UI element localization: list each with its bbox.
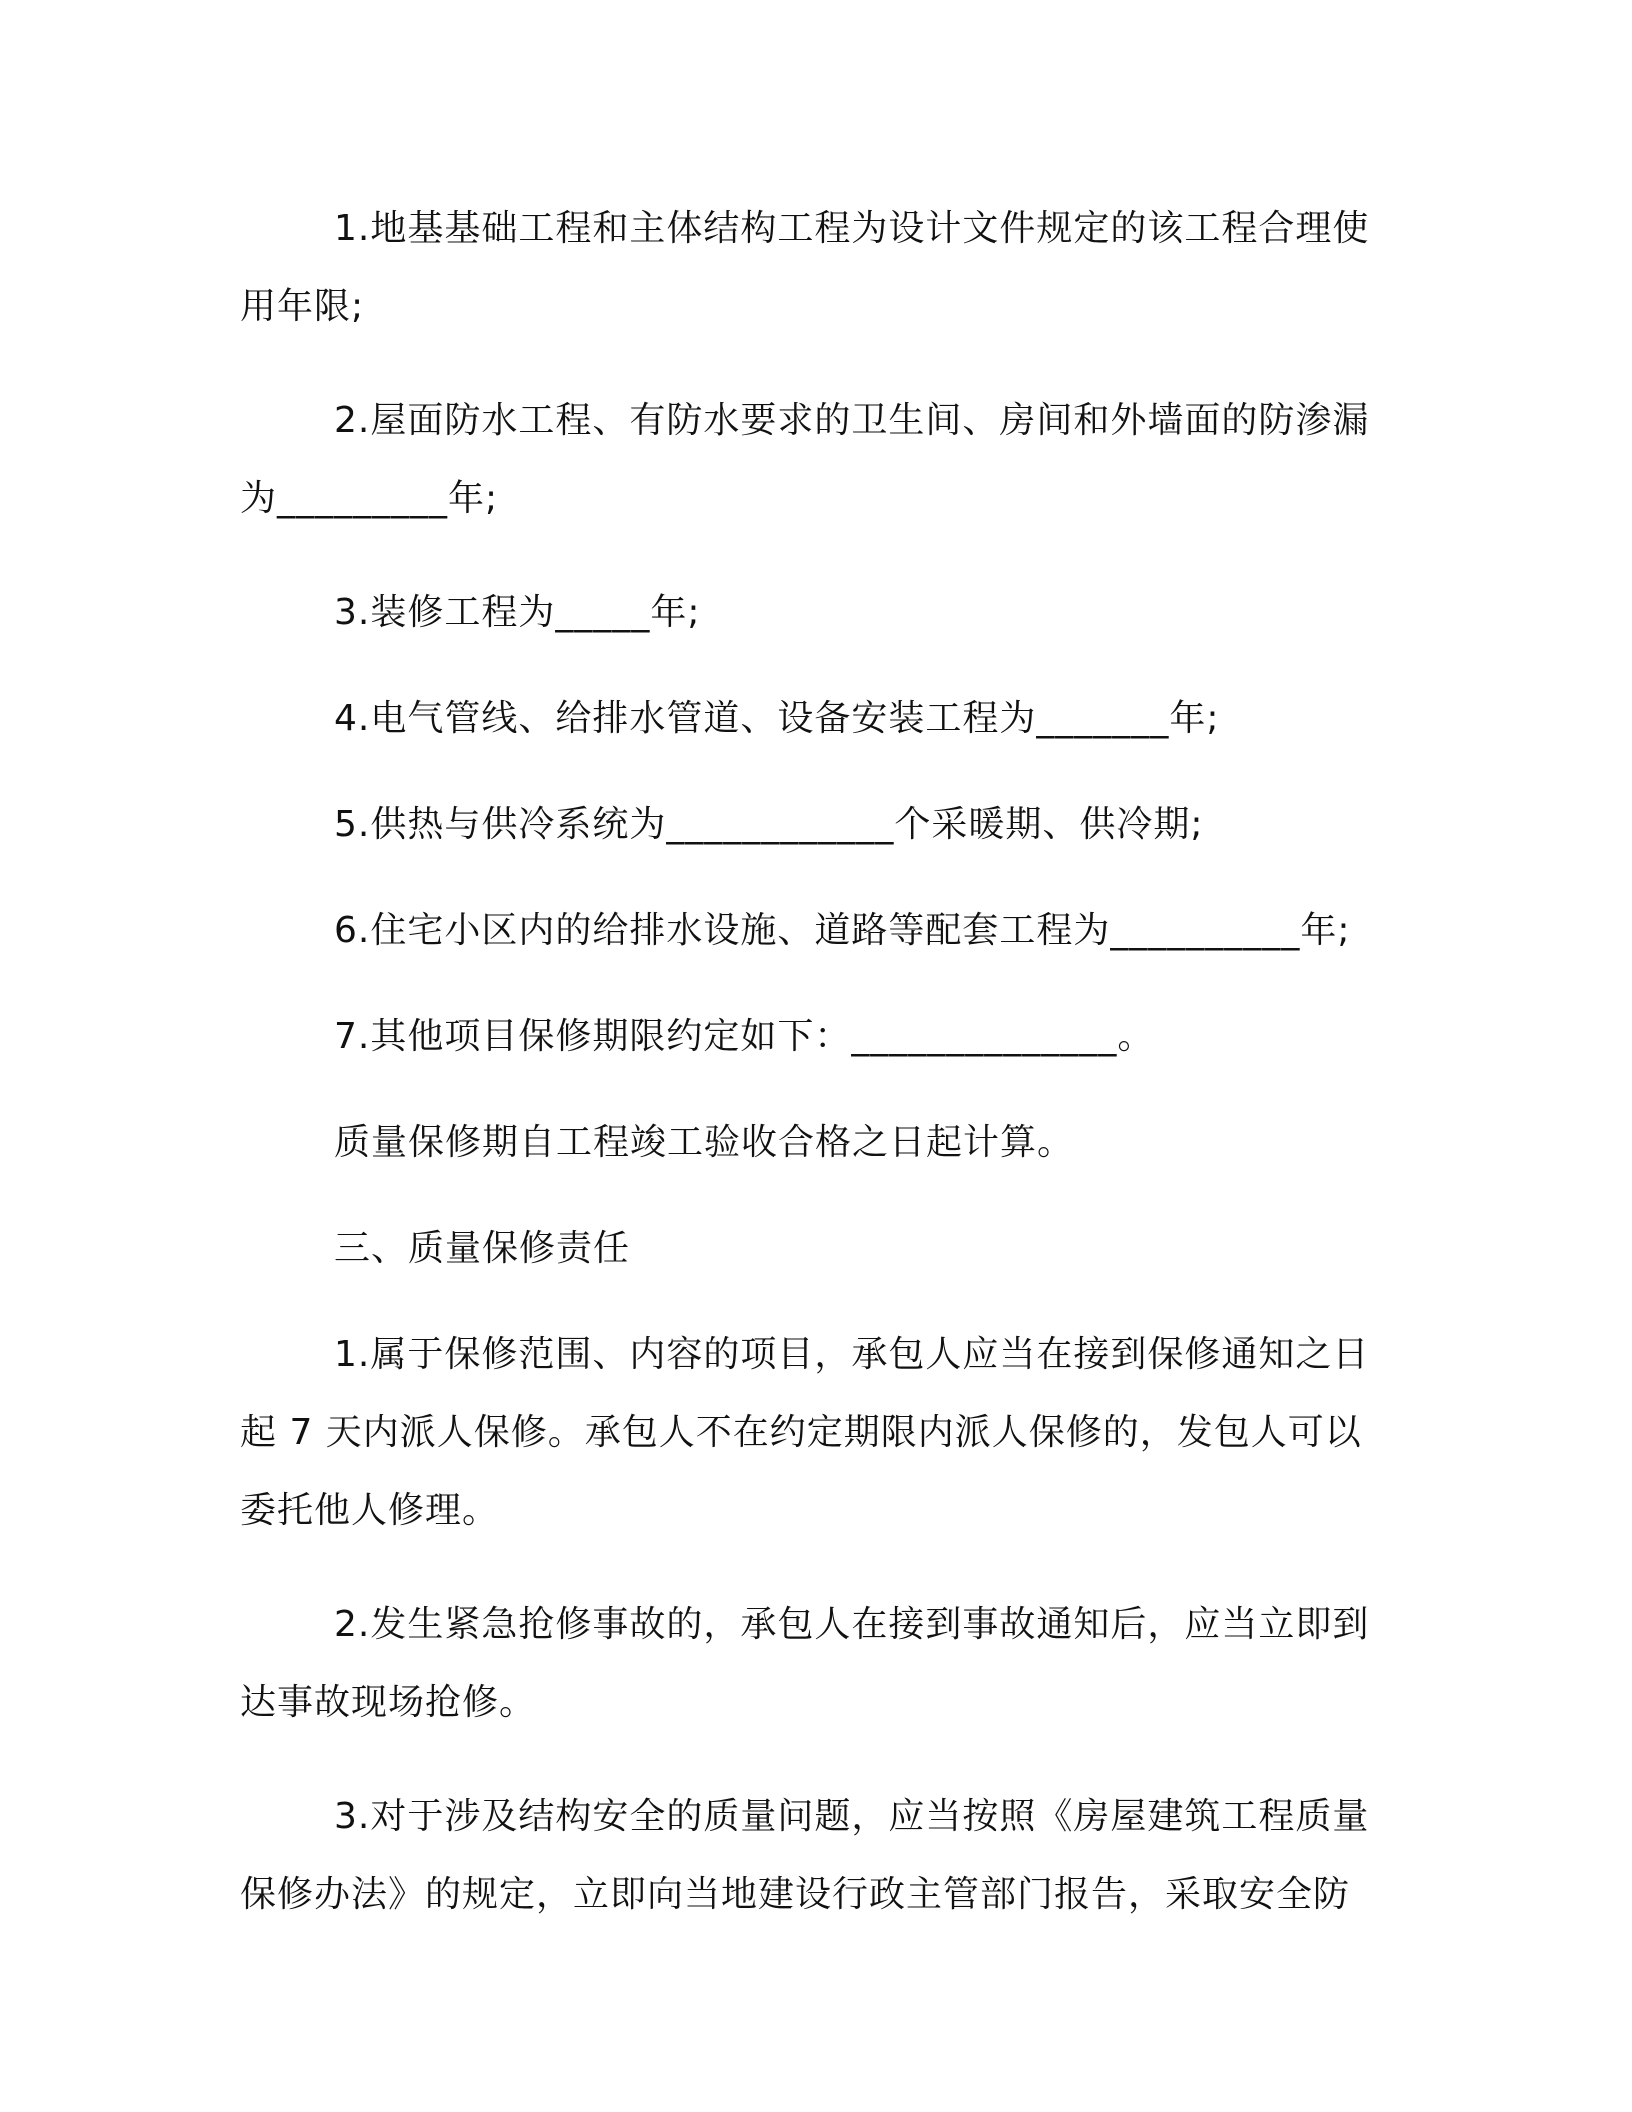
paragraph-structural-safety: 3.对于涉及结构安全的质量问题，应当按照《房屋建筑工程质量保修办法》的规定，立即向当地建设行政主管部门报告，采取安全防 [240, 1796, 1370, 1915]
paragraph-waterproofing-warranty: 2.屋面防水工程、有防水要求的卫生间、房间和外墙面的防渗漏为_________年; [240, 400, 1370, 519]
paragraph-repair-notice: 1.属于保修范围、内容的项目，承包人应当在接到保修通知之日起 7 天内派人保修。承包人不在约定期限内派人保修的，发包人可以委托他人修理。 [240, 1334, 1370, 1531]
document-page [240, 190, 1370, 1934]
paragraph-community-facilities-warranty: 6.住宅小区内的给排水设施、道路等配套工程为__________年; [334, 910, 1351, 951]
paragraph-emergency-repair: 2.发生紧急抢修事故的，承包人在接到事故通知后，应当立即到达事故现场抢修。 [240, 1604, 1370, 1723]
paragraph-warranty-start: 质量保修期自工程竣工验收合格之日起计算。 [334, 1122, 1075, 1163]
paragraph-electrical-warranty: 4.电气管线、给排水管道、设备安装工程为_______年; [334, 698, 1220, 739]
paragraph-foundation-warranty: 1.地基基础工程和主体结构工程为设计文件规定的该工程合理使用年限; [240, 208, 1370, 327]
section-heading-warranty-responsibility: 三、质量保修责任 [334, 1228, 631, 1269]
paragraph-decoration-warranty: 3.装修工程为_____年; [334, 592, 701, 633]
paragraph-other-items-warranty: 7.其他项目保修期限约定如下：______________。 [334, 1016, 1155, 1057]
paragraph-heating-cooling-warranty: 5.供热与供冷系统为____________个采暖期、供冷期; [334, 804, 1204, 845]
